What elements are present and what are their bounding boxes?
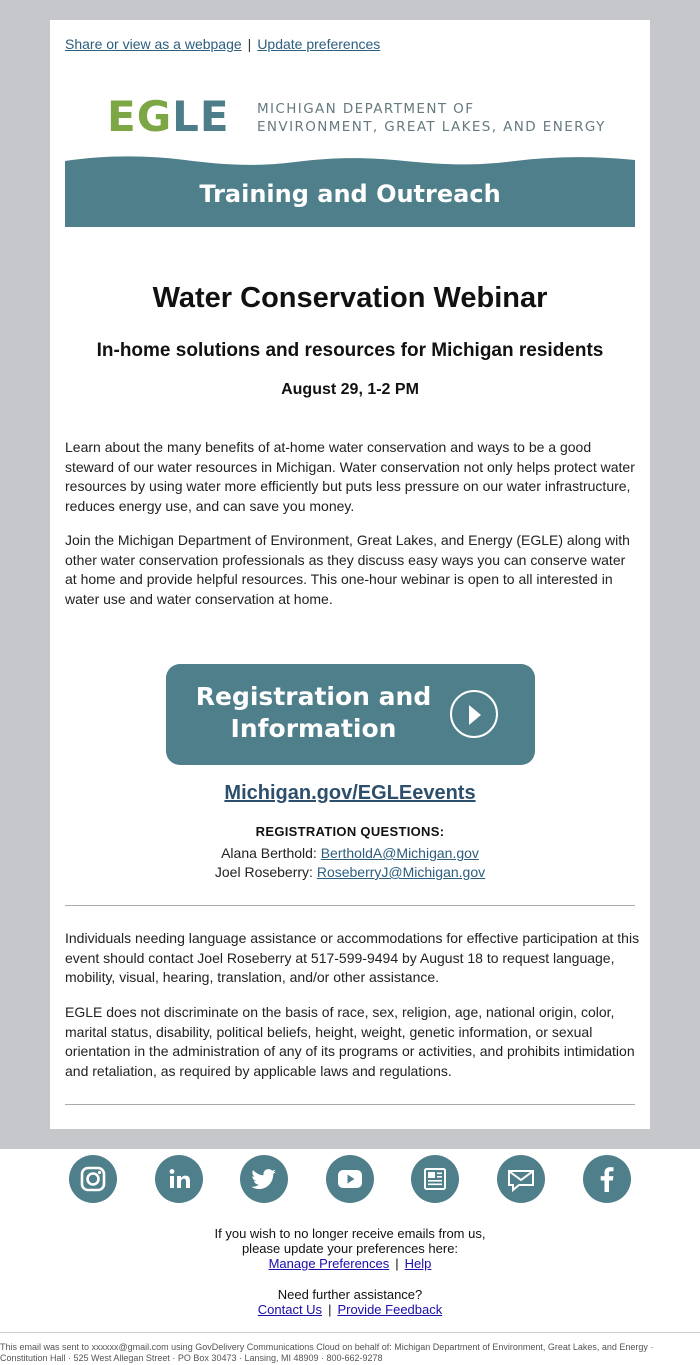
contact-email-1[interactable]: BertholdA@Michigan.gov [320,845,479,861]
page-subtitle: In-home solutions and resources for Michigan residents [96,340,604,361]
contact-email-2[interactable]: RoseberryJ@Michigan.gov [316,864,486,880]
egle-logo[interactable] [107,92,647,141]
contact-line-2: Joel Roseberry: RoseberryJ@Michigan.gov [214,864,486,880]
top-links [65,36,380,52]
page-title: Water Conservation Webinar [152,282,548,314]
footer-divider [0,1332,700,1333]
unsubscribe-text-1: If you wish to no longer receive emails from us, [214,1226,486,1241]
intro-paragraph: Learn about the many benefits of at-home water conservation and ways to be a good steward of our water resources in Michigan. Water conservation not only helps protect water resources by using water more efficiently but puts less pressure on our water infrastructure, reduces energy use, and can save you money. [65,439,635,514]
logo-text [257,100,606,136]
link-separator: | [247,36,252,52]
linkedin-icon[interactable] [155,1155,203,1203]
assistance-text: Need further assistance? [277,1287,423,1302]
logo-mark: EGLE [107,92,230,141]
email-icon[interactable] [497,1155,545,1203]
egle-events-link[interactable]: Michigan.gov/EGLEevents [224,782,476,804]
update-preferences-link[interactable]: Update preferences [257,36,381,52]
contact-line-1: Alana Berthold: BertholdA@Michigan.gov [221,845,479,861]
email-card [50,20,650,1129]
manage-preferences-link[interactable]: Manage Preferences [268,1256,390,1271]
facebook-icon[interactable] [583,1155,631,1203]
banner-title: Training and Outreach [199,180,501,208]
accessibility-notice: Individuals needing language assistance or accommodations for effective participation at this event should contact Joel Roseberry at 517-599-9494 by August 18 to request language, mobility, visual, hearing, translation, and/or other assistance. [65,930,640,985]
events-link-wrap [50,782,650,805]
instagram-icon[interactable] [69,1155,117,1203]
contact-links: Contact Us | Provide Feedback [257,1302,443,1317]
divider [65,1104,635,1105]
event-date: August 29, 1-2 PM [281,381,419,398]
details-paragraph: Join the Michigan Department of Environment, Great Lakes, and Energy (EGLE) along with other water conservation professionals as they discuss easy ways you can conserve water at home and provide helpful resources. This one-hour webinar is open to all interested in water use and water conservation at home. [65,532,630,607]
twitter-icon[interactable] [240,1155,288,1203]
chevron-right-icon [450,690,498,738]
contact-us-link[interactable]: Contact Us [257,1302,323,1317]
share-webpage-link[interactable]: Share or view as a webpage [65,36,242,52]
registration-button[interactable] [166,664,535,765]
divider [65,905,635,906]
logo-line-1: MICHIGAN DEPARTMENT OF [257,101,475,117]
registration-button-label: Registration and Information [195,682,432,743]
preferences-links: Manage Preferences | Help [268,1256,432,1271]
nondiscrimination-notice: EGLE does not discriminate on the basis of race, sex, religion, age, national origin, color, marital status, disability, political beliefs, height, weight, genetic information, or sexual orientation in the administration of any of its programs or activities, and prohibits intimidation and retaliation, as required by applicable laws and regulations. [65,1004,635,1079]
training-banner [65,155,635,227]
provide-feedback-link[interactable]: Provide Feedback [337,1302,443,1317]
help-link[interactable]: Help [404,1256,432,1271]
youtube-icon[interactable] [326,1155,374,1203]
registration-questions-title: REGISTRATION QUESTIONS: [255,824,445,839]
logo-line-2: ENVIRONMENT, GREAT LAKES, AND ENERGY [257,119,606,135]
social-icons [69,1155,639,1203]
unsubscribe-text-2: please update your preferences here: [241,1241,459,1256]
newsletter-icon[interactable] [411,1155,459,1203]
fine-print: This email was sent to xxxxxx@gmail.com using GovDelivery Communications Cloud on behalf of: Michigan Department of Environment, Great Lakes, and Energy · Constitution Hall · 525 West Allegan Street · PO Box 30473 · Lansing, MI 48909 · 800-662-9278 [0,1342,654,1363]
